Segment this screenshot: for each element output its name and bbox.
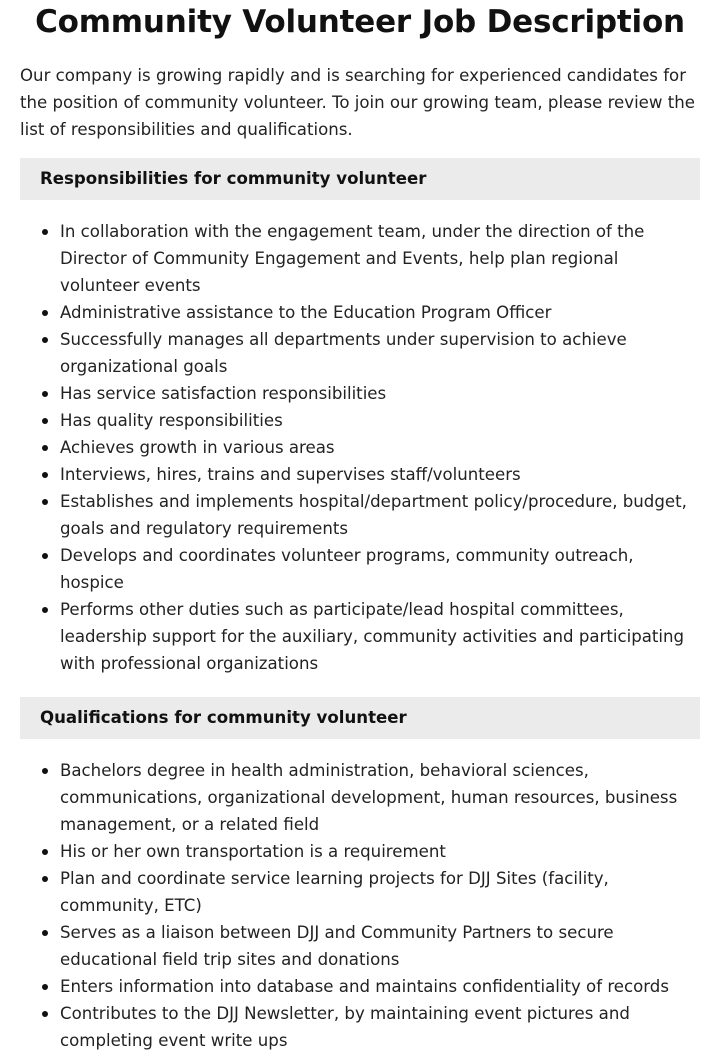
- list-item: Plan and coordinate service learning projects for DJJ Sites (facility, community, ETC): [60, 865, 700, 919]
- list-item: Performs other duties such as participate/lead hospital committees, leadership support for the auxiliary, community activities and participating with professional organizations: [60, 596, 700, 677]
- list-item: Has quality responsibilities: [60, 407, 700, 434]
- page-title: Community Volunteer Job Description: [35, 4, 685, 40]
- list-item: Successfully manages all departments under supervision to achieve organizational goals: [60, 326, 700, 380]
- list-item: Serves as a liaison between DJJ and Community Partners to secure educational field trip sites and donations: [60, 919, 700, 973]
- list-item: Establishes and implements hospital/department policy/procedure, budget, goals and regulatory requirements: [60, 488, 700, 542]
- list-item: Develops and coordinates volunteer programs, community outreach, hospice: [60, 542, 700, 596]
- qualifications-list: [20, 757, 700, 1054]
- responsibilities-list: [20, 218, 700, 677]
- list-item: Has service satisfaction responsibilities: [60, 380, 700, 407]
- list-item: Administrative assistance to the Education Program Officer: [60, 299, 700, 326]
- list-item: Achieves growth in various areas: [60, 434, 700, 461]
- responsibilities-heading: Responsibilities for community volunteer: [20, 158, 700, 200]
- list-item: Bachelors degree in health administration, behavioral sciences, communications, organizational development, human resources, business management, or a related field: [60, 757, 700, 838]
- list-item: Interviews, hires, trains and supervises staff/volunteers: [60, 461, 700, 488]
- qualifications-heading: Qualifications for community volunteer: [20, 697, 700, 739]
- list-item: Enters information into database and maintains confidentiality of records: [60, 973, 700, 1000]
- list-item: Contributes to the DJJ Newsletter, by maintaining event pictures and completing event write ups: [60, 1000, 700, 1054]
- list-item: His or her own transportation is a requirement: [60, 838, 700, 865]
- list-item: In collaboration with the engagement team, under the direction of the Director of Community Engagement and Events, help plan regional volunteer events: [60, 218, 700, 299]
- intro-paragraph: Our company is growing rapidly and is searching for experienced candidates for the position of community volunteer. To join our growing team, please review the list of responsibilities and qualifications.: [20, 66, 695, 139]
